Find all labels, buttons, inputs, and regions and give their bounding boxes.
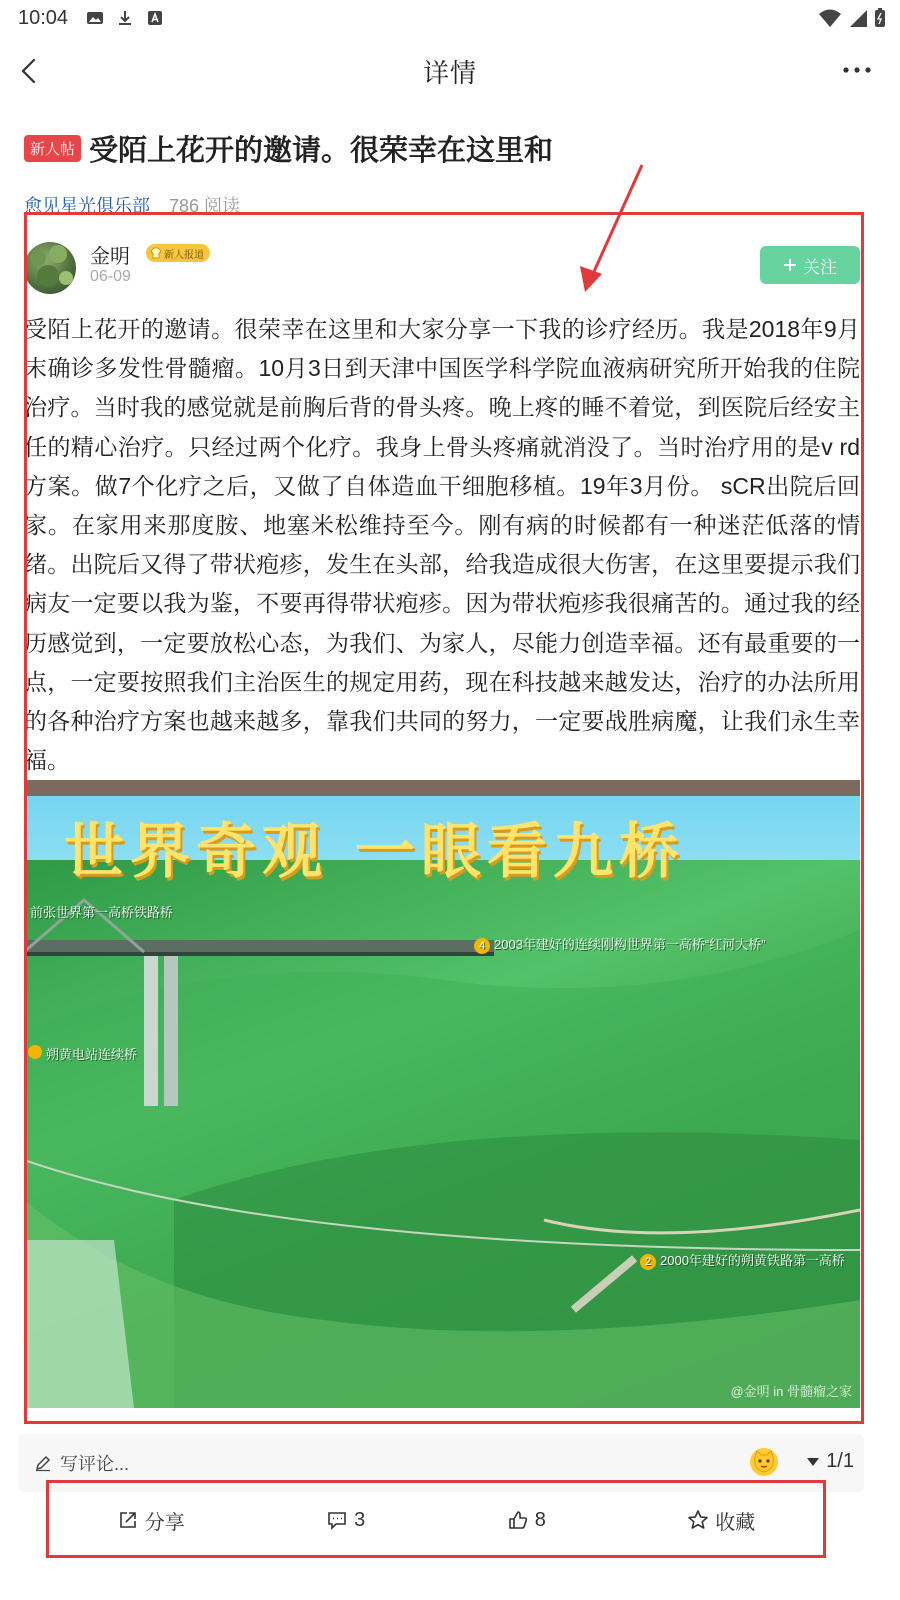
share-icon — [117, 1509, 139, 1531]
author-name[interactable]: 金明 — [90, 246, 130, 268]
post-title: 受陌上花开的邀请。很荣幸在这里和 — [89, 135, 554, 167]
plus-icon — [783, 258, 797, 272]
comment-input-placeholder[interactable]: 写评论... — [60, 1454, 130, 1474]
share-label: 分享 — [144, 1511, 185, 1534]
caption-number-2-icon: 2 — [640, 1254, 656, 1270]
status-time: 10:04 — [18, 6, 69, 29]
cat-face-icon — [751, 1449, 777, 1475]
wifi-icon — [818, 8, 842, 28]
photo-caption-left: 前张世界第一高桥铁路桥 — [30, 905, 174, 920]
caption-2-text: 2000年建好的朔黄铁路第一高桥 — [660, 1253, 845, 1268]
avatar-foliage-icon — [24, 242, 76, 294]
pencil-icon — [34, 1454, 52, 1472]
read-count: 786 阅读 — [169, 196, 241, 216]
photo-headline: 世界奇观 一眼看九桥 — [64, 817, 685, 887]
page-indicator-label: 1/1 — [826, 1450, 854, 1472]
status-bar — [0, 0, 900, 36]
triangle-down-icon — [806, 1457, 820, 1467]
like-button[interactable] — [507, 1509, 546, 1532]
status-notification-icons — [86, 9, 164, 27]
battery-icon — [874, 8, 886, 28]
more-options-icon[interactable] — [840, 58, 874, 82]
download-icon — [116, 9, 134, 27]
follow-label: 关注 — [803, 257, 837, 277]
caption-small-text: 朔黄电站连续桥 — [46, 1047, 138, 1062]
page-title: 详情 — [422, 57, 477, 88]
shirt-icon — [150, 247, 162, 259]
share-button[interactable] — [117, 1506, 185, 1535]
avatar[interactable] — [24, 242, 76, 294]
post-date: 06-09 — [90, 268, 131, 285]
post-body: 受陌上花开的邀请。很荣幸在这里和大家分享一下我的诊疗经历。我是2018年9月末确诊多发性骨髓瘤。10月3日到天津中国医学科学院血液病研究所开始我的住院治疗。当时我的感觉就是前胸后背的骨头疼。晚上疼的睡不着觉，到医院后经安主任的精心治疗。只经过两个化疗。我身上骨头疼痛就消没了。当时治疗用的是v rd方案。做7个化疗之后，又做了自体造血干细胞移植。19年3月份。 sCR出院后回家。在家用来那度胺、地塞米松维持至今。刚有病的时候都有一种迷茫低落的情绪。出院后又得了带状疱疹，发生在头部，给我造成很大伤害，在这里要提示我们病友一定要以我为鉴，不要再得带状疱疹。因为带状疱疹我很痛苦的。通过我的经历感觉到，一定要放松心态，为我们、为家人，尽能力创造幸福。还有最重要的一点，一定要按照我们主治医生的规定用药，现在科技越来越发达，治疗的办法所用的各种治疗方案也越来越多，靠我们共同的努力，一定要战胜病魔，让我们永生幸福。 — [24, 316, 860, 774]
comment-count: 3 — [354, 1508, 366, 1531]
author-row — [24, 240, 860, 296]
newcomer-badge-label: 新人报道 — [164, 249, 204, 261]
newcomer-badge — [146, 244, 210, 262]
photo-caption-2 — [640, 1250, 845, 1270]
comment-button[interactable] — [326, 1509, 365, 1532]
photo-watermark: @金明 in 骨髓瘤之家 — [730, 1384, 852, 1399]
photo-caption-small — [28, 1044, 137, 1063]
thumbs-up-icon — [507, 1509, 529, 1531]
page-indicator[interactable] — [806, 1450, 854, 1473]
new-post-badge: 新人帖 — [24, 135, 81, 162]
favorite-label: 收藏 — [715, 1511, 756, 1534]
emoji-icon[interactable] — [750, 1448, 778, 1476]
post-image[interactable] — [24, 780, 860, 1408]
star-icon — [687, 1509, 709, 1531]
gallery-icon — [86, 9, 104, 27]
club-link[interactable]: 愈见星光俱乐部 — [24, 196, 150, 216]
favorite-button[interactable] — [687, 1506, 755, 1535]
comment-icon — [326, 1509, 348, 1531]
post-header — [24, 128, 876, 169]
caption-number-5-icon — [28, 1045, 42, 1059]
font-app-icon — [146, 9, 164, 27]
signal-icon — [848, 8, 868, 28]
post-meta — [24, 192, 240, 218]
photo-caption-4 — [474, 934, 766, 954]
back-arrow-icon[interactable] — [14, 54, 48, 88]
action-bar — [46, 1482, 826, 1558]
follow-button[interactable] — [760, 246, 860, 284]
top-nav — [0, 36, 900, 106]
like-count: 8 — [534, 1508, 546, 1531]
caption-number-4-icon: 4 — [474, 938, 490, 954]
status-system-icons — [818, 8, 886, 28]
caption-4-text: 2003年建好的连续刚构世界第一高桥“红河大桥” — [494, 937, 766, 952]
